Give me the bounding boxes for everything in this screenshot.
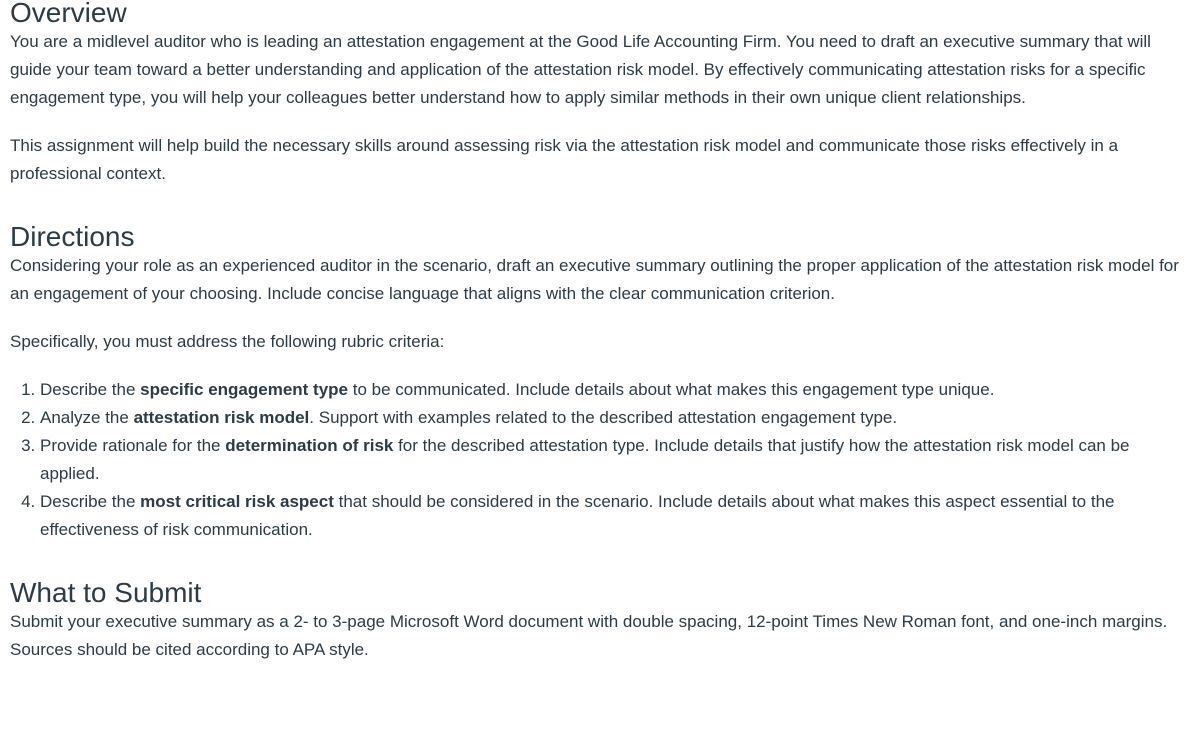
directions-paragraph: Specifically, you must address the following rubric criteria: xyxy=(10,332,445,351)
directions-paragraph: Considering your role as an experienced auditor in the scenario, draft an executive summary outlining the proper application of the attestation risk model for an engagement of your choosing. Include concise language that aligns with the clear communication criterion. xyxy=(10,256,1179,303)
criterion-text: . Support with examples related to the described attestation engagement type. xyxy=(309,408,898,427)
overview-paragraph: You are a midlevel auditor who is leading an attestation engagement at the Good Life Accounting Firm. You need to draft an executive summary that will guide your team toward a better understanding and application of the attestation risk model. By effectively communicating attestation risks for a specific engagement type, you will help your colleagues better understand how to apply similar methods in their own unique client relationships. xyxy=(10,32,1151,107)
criterion-key-term: most critical risk aspect xyxy=(140,492,334,511)
criterion-text: Describe the xyxy=(40,380,141,399)
rubric-criterion xyxy=(40,488,1184,544)
rubric-criterion xyxy=(40,432,1184,488)
criterion-text: Analyze the xyxy=(40,408,134,427)
rubric-criterion xyxy=(40,376,1184,404)
rubric-criteria-list xyxy=(10,376,1184,544)
submit-heading: What to Submit xyxy=(10,577,202,608)
criterion-key-term: attestation risk model xyxy=(133,408,310,427)
overview-section xyxy=(10,0,1184,188)
criterion-text: that should be considered in the scenario. Include details about what makes this aspect essential to the effectiveness of risk communication. xyxy=(40,492,1115,539)
submit-section xyxy=(10,578,1184,664)
criterion-text: to be communicated. Include details about what makes this engagement type unique. xyxy=(348,380,995,399)
rubric-criterion xyxy=(40,404,1184,432)
criterion-text: Provide rationale for the xyxy=(40,436,226,455)
submit-paragraph: Submit your executive summary as a 2- to 3-page Microsoft Word document with double spacing, 12-point Times New Roman font, and one-inch margins. Sources should be cited according to APA style. xyxy=(10,612,1168,659)
criterion-key-term: specific engagement type xyxy=(140,380,349,399)
criterion-key-term: determination of risk xyxy=(225,436,394,455)
overview-heading: Overview xyxy=(10,0,127,28)
criterion-text: for the described attestation type. Include details that justify how the attestation risk model can be applied. xyxy=(40,436,1130,483)
directions-heading: Directions xyxy=(10,221,135,252)
overview-paragraph: This assignment will help build the necessary skills around assessing risk via the attestation risk model and communicate those risks effectively in a professional context. xyxy=(10,136,1119,183)
directions-section xyxy=(10,222,1184,544)
criterion-text: Describe the xyxy=(40,492,141,511)
